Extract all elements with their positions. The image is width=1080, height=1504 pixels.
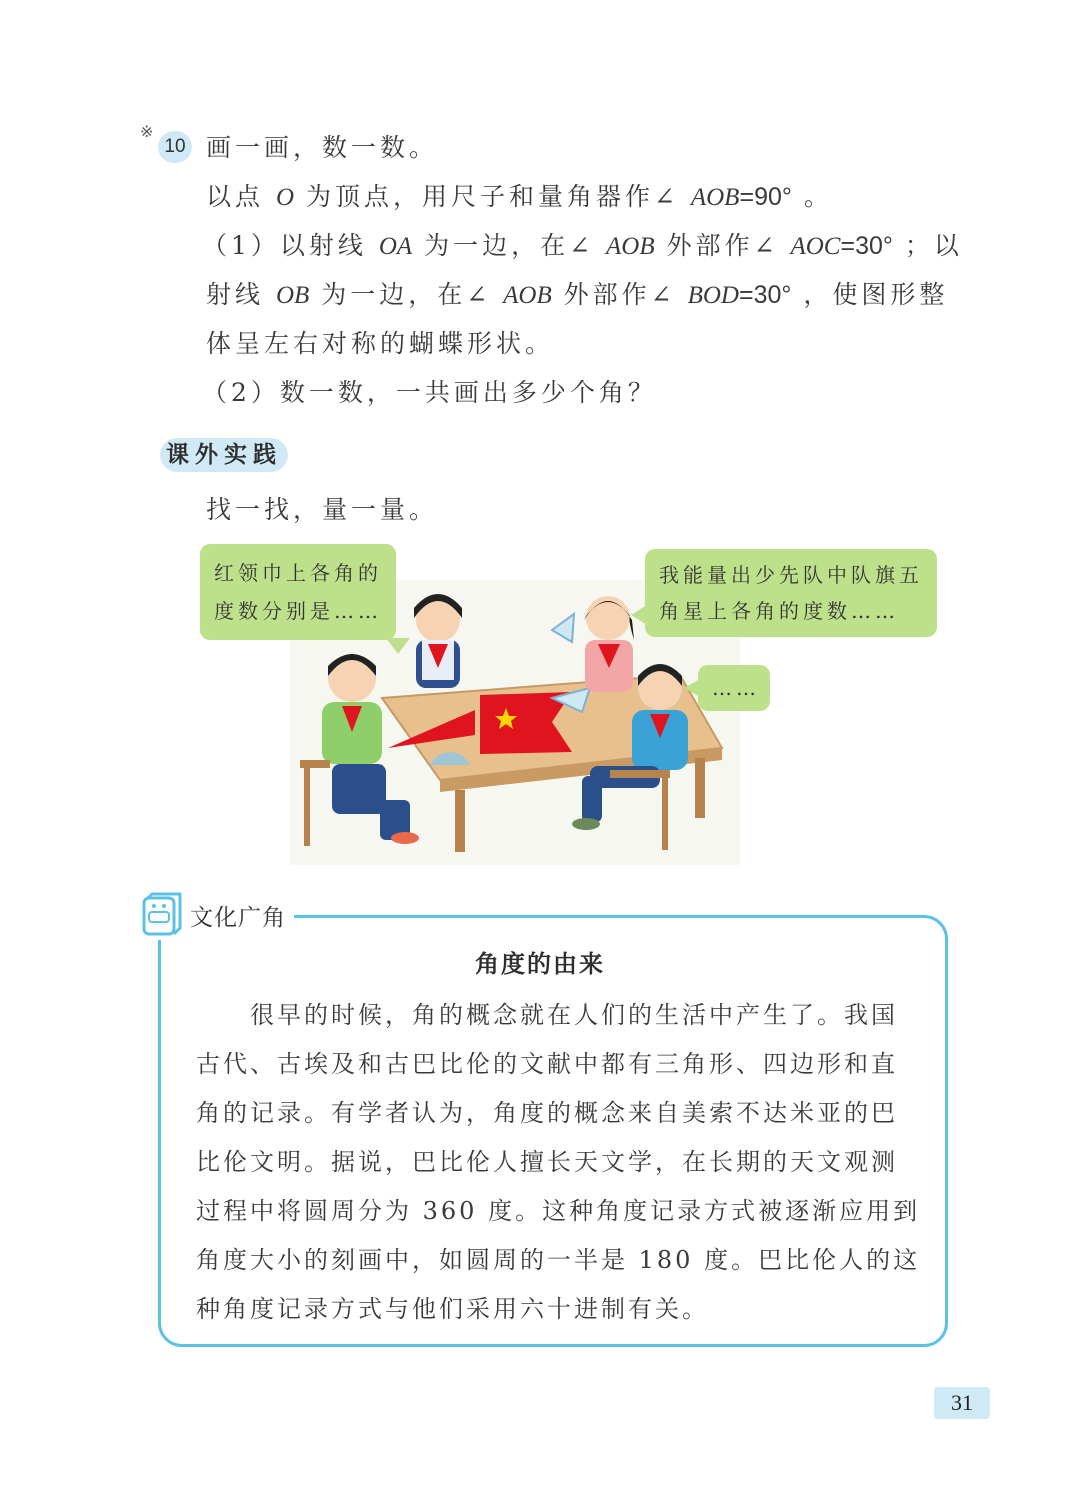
question-1-line-3: 体呈左右对称的蝴蝶形状。 [206, 329, 555, 358]
culture-paragraph-line: 古代、古埃及和古巴比伦的文献中都有三角形、四边形和直 [196, 1050, 898, 1078]
speech-bubble-small: …… [698, 665, 770, 711]
culture-paragraph-line: 角度大小的刻画中，如圆周的一半是 180 度。巴比伦人的这 [196, 1246, 921, 1274]
bubble-tail [684, 679, 700, 697]
problem-number-badge: 10 [158, 131, 192, 163]
culture-title: 角度的由来 [475, 950, 605, 978]
section-tag-practice: 课外实践 [160, 438, 288, 472]
culture-paragraph-line: 很早的时候，角的概念就在人们的生活中产生了。我国 [250, 1001, 898, 1029]
speech-bubble-left-line-1: 红领巾上各角的 [214, 561, 382, 585]
problem-title: 画一画，数一数。 [206, 133, 439, 162]
culture-corner-box [158, 915, 948, 1347]
practice-instruction: 找一找，量一量。 [206, 495, 439, 524]
bubble-tail [386, 638, 410, 654]
question-2: （2）数一数，一共画出多少个角？ [202, 378, 657, 407]
culture-corner-label: 文化广角 [190, 904, 286, 931]
speech-bubble-right-line-2: 角星上各角的度数…… [659, 599, 899, 623]
question-1-line-1: （1）以射线 OA 为一边，在∠ AOB 外部作∠ AOC=30° ；以 [202, 231, 963, 260]
speech-bubble-left-line-2: 度数分别是…… [214, 599, 382, 623]
culture-corner-header [140, 890, 294, 940]
question-1-line-2: 射线 OB 为一边，在∠ AOB 外部作∠ BOD=30° ，使图形整 [206, 280, 949, 309]
culture-paragraph-line: 角的记录。有学者认为，角度的概念来自美索不达米亚的巴 [196, 1099, 898, 1127]
speech-bubble-right-line-1: 我能量出少先队中队旗五 [659, 563, 923, 587]
culture-paragraph-line: 种角度记录方式与他们采用六十进制有关。 [196, 1295, 709, 1323]
optional-marker: ※ [140, 122, 154, 141]
page-number: 31 [934, 1387, 990, 1419]
culture-paragraph-line: 过程中将圆周分为 360 度。这种角度记录方式被逐渐应用到 [196, 1197, 921, 1225]
problem-intro: 以点 O 为顶点，用尺子和量角器作∠ AOB=90° 。 [206, 182, 833, 211]
speech-bubble-right [645, 549, 937, 637]
bubble-tail [631, 605, 647, 625]
speech-bubble-left [200, 544, 396, 640]
book-mascot-icon [140, 892, 184, 938]
culture-paragraph-line: 比伦文明。据说，巴比伦人擅长天文学，在长期的天文观测 [196, 1148, 898, 1176]
